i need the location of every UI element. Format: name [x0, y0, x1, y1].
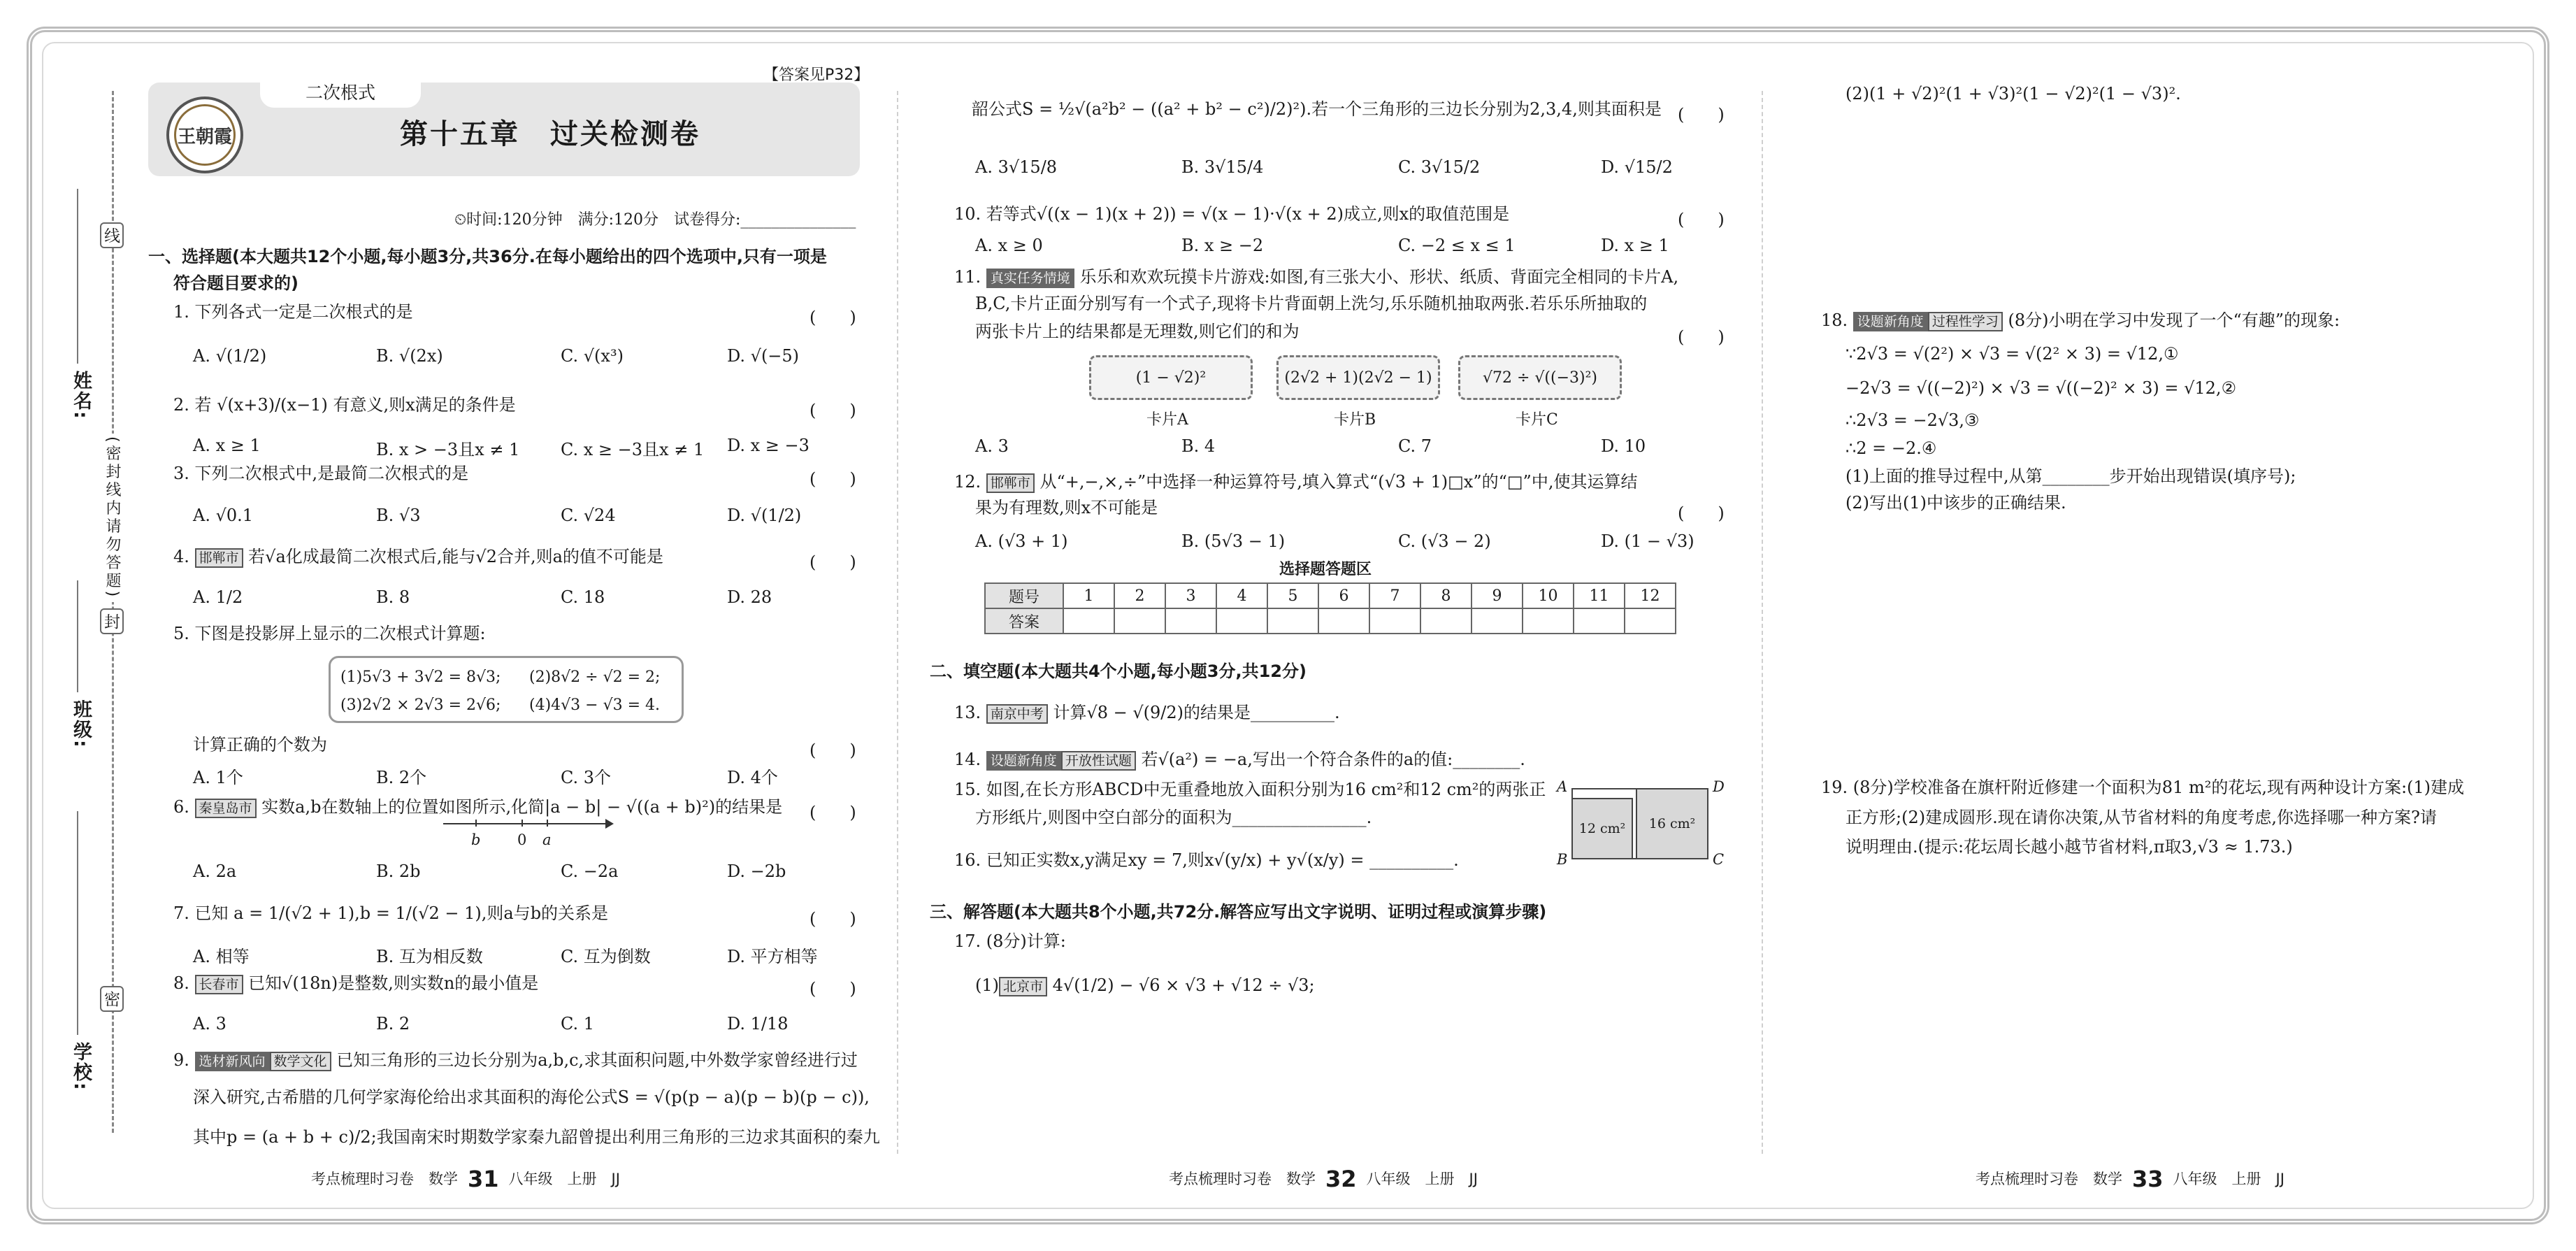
q18-text: (8分)小明在学习中发现了一个“有趣”的现象: — [2002, 310, 2340, 330]
question-9-line-1 — [173, 1049, 858, 1071]
name-label: 姓名: — [70, 371, 92, 420]
q6-text: 实数a,b在数轴上的位置如图所示,化简|a − b| − √((a + b)²)的结果是 — [256, 797, 783, 817]
grid-answer-cell[interactable] — [1369, 608, 1420, 634]
q12-option-d: D. (1 − √3) — [1601, 531, 1694, 551]
grid-answer-cell[interactable] — [1165, 608, 1216, 634]
q9-option-b: B. 3√15/4 — [1181, 157, 1264, 177]
q4-number: 4. — [173, 547, 195, 566]
footer-book: 考点梳理时习卷 数学 — [1169, 1171, 1316, 1187]
footer-grade: 八年级 上册 JJ — [2173, 1171, 2284, 1187]
q11-option-c: C. 7 — [1398, 436, 1432, 456]
publisher-logo — [166, 96, 243, 173]
q2-option-d: D. x ≥ −3 — [727, 436, 810, 455]
card-b: (2√2 + 1)(2√2 − 1) — [1276, 355, 1440, 400]
question-9-line-2: 深入研究,古希腊的几何学家海伦给出求其面积的海伦公式S = √(p(p − a)(p − b)(p − c)), — [193, 1087, 870, 1107]
q17-part-1-number: (1) — [975, 975, 999, 995]
q7-option-a: A. 相等 — [193, 947, 250, 966]
q18-step-4: ∴2 = −2.④ — [1845, 438, 1937, 458]
q8-option-d: D. 1/18 — [727, 1014, 789, 1034]
seal-label-seal: 封 — [100, 608, 124, 634]
calc-item-1: (1)5√3 + 3√2 = 8√3; — [340, 669, 501, 686]
column-divider — [897, 91, 898, 1154]
grid-answer-cell[interactable] — [1420, 608, 1472, 634]
answer-paren: ( ) — [810, 979, 856, 999]
grid-number: 10 — [1523, 583, 1574, 608]
grid-number: 12 — [1625, 583, 1676, 608]
card-b-label: 卡片B — [1334, 411, 1376, 429]
page-number: 33 — [2132, 1166, 2164, 1192]
q1-option-b: B. √(2x) — [376, 346, 443, 366]
question-9-line-3: 其中p = (a + b + c)/2;我国南宋时期数学家秦九韶曾提出利用三角形的三边求其面积的秦九 — [193, 1127, 880, 1147]
q2-option-b: B. x > −3且x ≠ 1 — [376, 440, 520, 459]
number-line-tick — [475, 820, 477, 827]
q4-text: 若√a化成最简二次根式后,能与√2合并,则a的值不可能是 — [243, 547, 663, 566]
grid-answer-cell[interactable] — [1472, 608, 1523, 634]
number-line-label-a: a — [542, 831, 552, 848]
answer-paren: ( ) — [810, 552, 856, 572]
q9-tag-math-culture: 数学文化 — [270, 1052, 331, 1071]
number-line-tick — [521, 820, 523, 827]
grid-answer-cell[interactable] — [1318, 608, 1369, 634]
q10-option-a: A. x ≥ 0 — [975, 236, 1043, 255]
question-11-line-1 — [954, 266, 1678, 288]
q12-number: 12. — [954, 472, 986, 492]
question-19-line-2: 正方形;(2)建成圆形.现在请你决策,从节省材料的角度考虑,你选择哪一种方案?请 — [1845, 808, 2437, 827]
q6-option-c: C. −2a — [561, 862, 619, 881]
q1-option-d: D. √(−5) — [727, 346, 800, 366]
number-line-tick — [547, 820, 548, 827]
q12-option-b: B. (5√3 − 1) — [1181, 531, 1286, 551]
grid-header-number: 题号 — [985, 583, 1063, 608]
class-label: 班级: — [70, 699, 92, 749]
vertex-b: B — [1557, 851, 1568, 868]
question-6-stem — [173, 796, 782, 818]
question-12-line-2: 果为有理数,则x不可能是 — [975, 498, 1158, 517]
answer-grid — [984, 582, 1676, 634]
question-12-line-1 — [954, 471, 1637, 493]
q6-number: 6. — [173, 797, 195, 817]
question-19-line-3: 说明理由.(提示:花坛周长越小越节省材料,π取3,√3 ≈ 1.73.) — [1845, 837, 2293, 857]
q12-text-1: 从“+,−,×,÷”中选择一种运算符号,填入算式“(√3 + 1)□x”的“□”中,使其运算结 — [1034, 472, 1638, 492]
q4-option-b: B. 8 — [376, 587, 410, 607]
exam-meta: ⏲时间:120分钟 满分:120分 试卷得分:_______________ — [454, 211, 856, 229]
grid-answer-cell[interactable] — [1523, 608, 1574, 634]
q18-ask-2: (2)写出(1)中该步的正确结果. — [1845, 493, 2066, 513]
q11-text-1: 乐乐和欢欢玩摸卡片游戏:如图,有三张大小、形状、纸质、背面完全相同的卡片A, — [1074, 267, 1679, 287]
grid-number: 2 — [1114, 583, 1165, 608]
card-c-label: 卡片C — [1516, 411, 1558, 429]
q6-option-d: D. −2b — [727, 862, 786, 881]
q13-text: 计算√8 − √(9/2)的结果是__________. — [1047, 703, 1340, 722]
square-16-label: 16 cm² — [1636, 789, 1707, 858]
number-line — [443, 823, 611, 824]
q11-number: 11. — [954, 267, 986, 287]
question-16-stem: 16. 已知正实数x,y满足xy = 7,则x√(y/x) + y√(x/y) = __________. — [954, 850, 1459, 870]
q3-option-c: C. √24 — [561, 506, 616, 525]
q4-source-tag: 邯郸市 — [195, 548, 243, 568]
grid-number: 3 — [1165, 583, 1216, 608]
q14-text: 若√(a²) = −a,写出一个符合条件的a的值:________. — [1135, 750, 1525, 769]
q12-option-a: A. (√3 + 1) — [975, 531, 1068, 551]
answer-grid-number-row — [985, 583, 1676, 608]
answer-paren: ( ) — [810, 469, 856, 489]
section-1-title-cont: 符合题目要求的) — [173, 273, 298, 293]
grid-number: 6 — [1318, 583, 1369, 608]
q10-option-c: C. −2 ≤ x ≤ 1 — [1398, 236, 1516, 255]
question-10-stem: 10. 若等式√((x − 1)(x + 2)) = √(x − 1)·√(x + 2)成立,则x的取值范围是 — [954, 204, 1510, 224]
question-15-line-1: 15. 如图,在长方形ABCD中无重叠地放入面积分别为16 cm²和12 cm²的两张正 — [954, 780, 1546, 799]
q9-option-d: D. √15/2 — [1601, 157, 1673, 177]
q18-ask-1: (1)上面的推导过程中,从第________步开始出现错误(填序号); — [1845, 466, 2296, 486]
q13-number: 13. — [954, 703, 986, 722]
grid-answer-cell[interactable] — [1216, 608, 1267, 634]
grid-number: 8 — [1420, 583, 1472, 608]
q5-ask: 计算正确的个数为 — [193, 735, 327, 755]
question-19-line-1: 19. (8分)学校准备在旗杆附近修建一个面积为81 m²的花坛,现有两种设计方案:(1)建成 — [1821, 778, 2465, 797]
q2-option-a: A. x ≥ 1 — [193, 436, 261, 455]
section-2-title: 二、填空题(本大题共4个小题,每小题3分,共12分) — [930, 662, 1307, 681]
q18-number: 18. — [1821, 310, 1853, 330]
answer-paren: ( ) — [1678, 210, 1725, 229]
question-18-stem — [1821, 309, 2340, 331]
q7-option-b: B. 互为相反数 — [376, 947, 483, 966]
square-12-label: 12 cm² — [1573, 798, 1633, 858]
grid-header-answer: 答案 — [985, 608, 1063, 634]
q4-option-d: D. 28 — [727, 587, 772, 607]
q9-text-1: 已知三角形的三边长分别为a,b,c,求其面积问题,中外数学家曾经进行过 — [331, 1050, 858, 1070]
q12-source-tag: 邯郸市 — [986, 473, 1035, 493]
q9-option-a: A. 3√15/8 — [975, 157, 1058, 177]
answer-paren: ( ) — [810, 308, 856, 327]
q5-option-c: C. 3个 — [561, 768, 612, 787]
q18-tag-new-angle: 设题新角度 — [1853, 312, 1928, 331]
column-divider — [1762, 91, 1763, 1154]
q8-option-b: B. 2 — [376, 1014, 410, 1034]
answer-paren: ( ) — [810, 909, 856, 929]
answer-paren: ( ) — [810, 803, 856, 822]
q5-option-d: D. 4个 — [727, 768, 778, 787]
logo-text: 王朝霞 — [174, 104, 236, 166]
q14-number: 14. — [954, 750, 986, 769]
card-a: (1 − √2)² — [1089, 355, 1253, 400]
question-1-stem: 1. 下列各式一定是二次根式的是 — [173, 302, 413, 322]
q18-tag-process: 过程性学习 — [1928, 312, 2003, 331]
question-2-stem: 2. 若 √(x+3)/(x−1) 有意义,则x满足的条件是 — [173, 395, 516, 415]
q5-option-b: B. 2个 — [376, 768, 427, 787]
binding-strip — [46, 91, 144, 1133]
answer-paren: ( ) — [1678, 105, 1725, 124]
q18-step-1: ∵2√3 = √(2²) × √3 = √(2² × 3) = √12,① — [1845, 344, 2179, 364]
grid-answer-cell[interactable] — [1267, 608, 1318, 634]
question-9-line-4: 韶公式S = ½√(a²b² − ((a² + b² − c²)/2)²).若一个三角形的三边长分别为2,3,4,则其面积是 — [972, 99, 1662, 119]
q9-tag-new-trend: 选材新风向 — [195, 1052, 270, 1071]
question-14-stem — [954, 748, 1525, 771]
school-label: 学校: — [70, 1042, 92, 1092]
q17-part-2: (2)(1 + √2)²(1 + √3)²(1 − √2)²(1 − √3)². — [1845, 84, 2181, 103]
q11-option-d: D. 10 — [1601, 436, 1646, 456]
grid-number: 9 — [1472, 583, 1523, 608]
answer-paren: ( ) — [1678, 503, 1725, 523]
q8-number: 8. — [173, 973, 195, 993]
school-line — [77, 811, 78, 1035]
seal-label-secret: 密 — [100, 986, 124, 1012]
question-11-line-3: 两张卡片上的结果都是无理数,则它们的和为 — [975, 322, 1300, 341]
vertex-d: D — [1713, 778, 1725, 795]
answer-reference: 【答案见P32】 — [763, 66, 870, 84]
q18-step-2: −2√3 = √((−2)²) × √3 = √((−2)² × 3) = √12,② — [1845, 378, 2237, 398]
question-3-stem: 3. 下列二次根式中,是最简二次根式的是 — [173, 464, 469, 483]
q4-option-a: A. 1/2 — [193, 587, 243, 607]
q3-option-b: B. √3 — [376, 506, 421, 525]
q18-step-3: ∴2√3 = −2√3,③ — [1845, 410, 1980, 430]
question-5-stem: 5. 下图是投影屏上显示的二次根式计算题: — [173, 624, 486, 643]
page-footer — [1976, 1166, 2284, 1192]
page-footer — [1169, 1166, 1478, 1192]
footer-grade: 八年级 上册 JJ — [508, 1171, 620, 1187]
section-3-title: 三、解答题(本大题共8个小题,共72分.解答应写出文字说明、证明过程或演算步骤) — [930, 902, 1547, 922]
card-c: √72 ÷ √((−3)²) — [1458, 355, 1622, 400]
question-17-stem: 17. (8分)计算: — [954, 931, 1066, 951]
q11-option-b: B. 4 — [1181, 436, 1216, 456]
q7-option-c: C. 互为倒数 — [561, 947, 651, 966]
chapter-title: 第十五章 过关检测卷 — [400, 118, 700, 150]
q17-part-1 — [975, 974, 1315, 996]
question-11-line-2: B,C,卡片正面分别写有一个式子,现将卡片背面朝上洗匀,乐乐随机抽取两张.若乐乐所抽取的 — [975, 294, 1648, 313]
seal-note: (密封线内请勿答题) — [95, 434, 123, 602]
q3-option-a: A. √0.1 — [193, 506, 254, 525]
vertex-c: C — [1713, 851, 1725, 868]
grid-number: 5 — [1267, 583, 1318, 608]
page-footer — [311, 1166, 620, 1192]
grid-number: 7 — [1369, 583, 1420, 608]
q10-option-d: D. x ≥ 1 — [1601, 236, 1669, 255]
q6-source-tag: 秦皇岛市 — [195, 799, 257, 818]
q10-option-b: B. x ≥ −2 — [1181, 236, 1264, 255]
q8-option-c: C. 1 — [561, 1014, 595, 1034]
footer-book: 考点梳理时习卷 数学 — [311, 1171, 458, 1187]
q13-source-tag: 南京中考 — [986, 704, 1048, 724]
q8-text: 已知√(18n)是整数,则实数n的最小值是 — [243, 973, 539, 993]
grid-number: 4 — [1216, 583, 1267, 608]
question-4-stem — [173, 545, 663, 568]
q2-option-c: C. x ≥ −3且x ≠ 1 — [561, 440, 705, 459]
q3-option-d: D. √(1/2) — [727, 506, 802, 525]
q6-option-b: B. 2b — [376, 862, 421, 881]
calc-item-4: (4)4√3 − √3 = 4. — [529, 696, 661, 714]
vertex-a: A — [1557, 778, 1568, 795]
q6-option-a: A. 2a — [193, 862, 237, 881]
number-line-label-0: 0 — [517, 831, 527, 848]
grid-number: 1 — [1063, 583, 1114, 608]
question-7-stem: 7. 已知 a = 1/(√2 + 1),b = 1/(√2 − 1),则a与b的关系是 — [173, 903, 609, 923]
name-line — [77, 189, 78, 364]
answer-paren: ( ) — [1678, 327, 1725, 347]
q17-source-tag: 北京市 — [999, 977, 1047, 996]
question-8-stem — [173, 972, 538, 994]
projector-screen-box — [329, 656, 684, 723]
section-tab: 二次根式 — [260, 78, 421, 108]
q11-option-a: A. 3 — [975, 436, 1009, 456]
q5-option-a: A. 1个 — [193, 768, 243, 787]
grid-answer-cell[interactable] — [1114, 608, 1165, 634]
q4-option-c: C. 18 — [561, 587, 605, 607]
question-13-stem — [954, 701, 1340, 724]
grid-answer-cell[interactable] — [1625, 608, 1676, 634]
question-15-line-2: 方形纸片,则图中空白部分的面积为________________. — [975, 808, 1372, 827]
q14-tag-new-angle: 设题新角度 — [986, 751, 1061, 771]
answer-paren: ( ) — [810, 401, 856, 420]
q17-part-1-text: 4√(1/2) − √6 × √3 + √12 ÷ √3; — [1047, 975, 1315, 995]
grid-answer-cell[interactable] — [1063, 608, 1114, 634]
footer-grade: 八年级 上册 JJ — [1366, 1171, 1478, 1187]
q1-option-c: C. √(x³) — [561, 346, 624, 366]
class-line — [77, 580, 78, 692]
seal-label-line: 线 — [100, 222, 124, 248]
grid-answer-cell[interactable] — [1574, 608, 1625, 634]
rectangle-abcd-figure — [1571, 788, 1708, 859]
q8-source-tag: 长春市 — [195, 975, 243, 994]
page-number: 31 — [468, 1166, 499, 1192]
q11-tag: 真实任务情境 — [986, 269, 1074, 288]
answer-grid-title: 选择题答题区 — [1279, 561, 1372, 578]
calc-item-3: (3)2√2 × 2√3 = 2√6; — [340, 696, 501, 714]
section-1-title: 一、选择题(本大题共12个小题,每小题3分,共36分.在每小题给出的四个选项中,只有一项是 — [148, 247, 827, 266]
q8-option-a: A. 3 — [193, 1014, 226, 1034]
page-number: 32 — [1325, 1166, 1357, 1192]
q7-option-d: D. 平方相等 — [727, 947, 818, 966]
q9-option-c: C. 3√15/2 — [1398, 157, 1481, 177]
q14-tag-open: 开放性试题 — [1061, 751, 1136, 771]
number-line-label-b: b — [471, 831, 481, 848]
q9-number: 9. — [173, 1050, 195, 1070]
calc-item-2: (2)8√2 ÷ √2 = 2; — [529, 669, 661, 686]
q1-option-a: A. √(1/2) — [193, 346, 267, 366]
card-a-label: 卡片A — [1146, 411, 1188, 429]
footer-book: 考点梳理时习卷 数学 — [1976, 1171, 2122, 1187]
answer-grid-answer-row — [985, 608, 1676, 634]
grid-number: 11 — [1574, 583, 1625, 608]
q12-option-c: C. (√3 − 2) — [1398, 531, 1491, 551]
answer-paren: ( ) — [810, 741, 856, 760]
